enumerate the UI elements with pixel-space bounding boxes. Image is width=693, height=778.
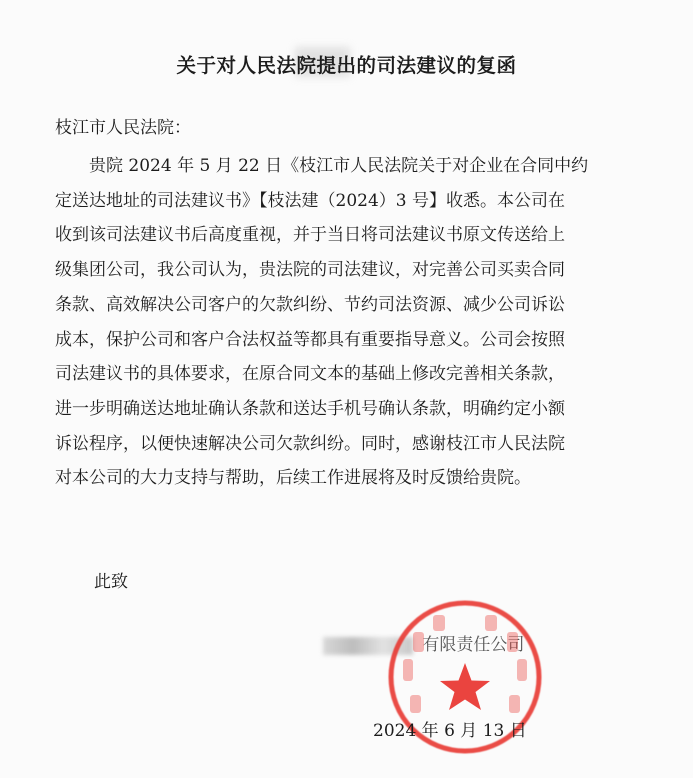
body-line: 成本，保护公司和客户合法权益等都具有重要指导意义。公司会按照 (55, 329, 565, 350)
closing-phrase: 此致 (94, 572, 128, 592)
body-line: 诉讼程序，以便快速解决公司欠款纠纷。同时，感谢枝江市人民法院 (55, 433, 565, 454)
signer-name: 有限责任公司 (422, 635, 525, 655)
body-line: 收到该司法建议书后高度重视，并于当日将司法建议书原文传送给上 (55, 225, 565, 246)
star-icon (440, 663, 490, 710)
body-line: 级集团公司，我公司认为，贵法院的司法建议，对完善公司买卖合同 (55, 260, 565, 281)
body-line: 贵院 2024 年 5 月 22 日《枝江市人民法院关于对企业在合同中约 (89, 156, 589, 176)
page-title: 关于对人民法院提出的司法建议的复函 (176, 54, 517, 77)
body-line: 司法建议书的具体要求，在原合同文本的基础上修改完善相关条款， (55, 364, 565, 385)
body-line: 条款、高效解决公司客户的欠款纠纷、节约司法资源、减少公司诉讼 (55, 294, 565, 315)
body-line: 对本公司的大力支持与帮助，后续工作进展将及时反馈给贵院。 (55, 468, 531, 489)
body-line: 进一步明确送达地址确认条款和送达手机号确认条款，明确约定小额 (55, 398, 565, 419)
body-line: 定送达地址的司法建议书》【枝法建（2024）3 号】收悉。本公司在 (55, 190, 565, 211)
letter-body (55, 149, 615, 496)
letter-date: 2024 年 6 月 13 日 (373, 721, 527, 741)
salutation: 枝江市人民法院： (55, 118, 191, 138)
